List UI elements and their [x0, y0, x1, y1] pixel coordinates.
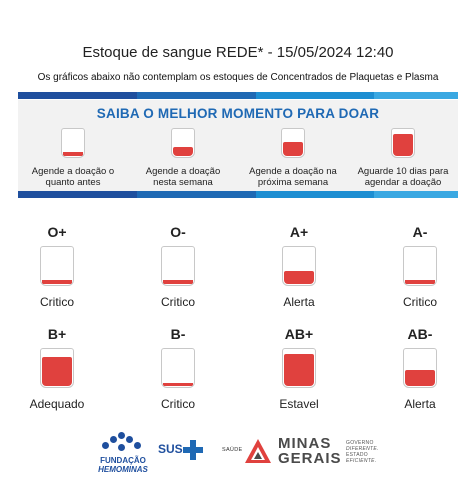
blood-bag-icon: [61, 128, 85, 158]
blood-type-a-pos: [249, 224, 349, 309]
stock-status: Adequado: [29, 397, 85, 411]
stock-status: Estavel: [279, 397, 319, 411]
blood-type-label: O-: [170, 224, 186, 240]
blood-bag-icon: [161, 348, 195, 388]
stock-status: Critico: [160, 397, 195, 411]
blood-type-b-neg: [128, 326, 228, 411]
color-bar-top: [18, 92, 458, 99]
advice-item-asap: [18, 128, 128, 188]
blood-type-ab-neg: [370, 326, 470, 411]
blood-bag-icon: [403, 246, 437, 286]
saude-label: SAÚDE: [222, 447, 243, 453]
blood-bag-icon: [391, 128, 415, 158]
stock-status: Critico: [160, 295, 195, 309]
sus-cross-icon: [183, 440, 203, 460]
stock-status: Alerta: [404, 397, 436, 411]
stock-status: Critico: [402, 295, 437, 309]
advice-item-wait: [348, 128, 458, 188]
blood-type-a-neg: [370, 224, 470, 309]
blood-type-label: AB-: [407, 326, 433, 342]
blood-bag-icon: [40, 246, 74, 286]
minas-gerais-tagline: GOVERNO DIFERENTE. ESTADO EFICIENTE.: [346, 440, 379, 464]
hemominas-name-line1: FUNDAÇÃO: [100, 456, 146, 465]
stock-status: Critico: [39, 295, 74, 309]
blood-type-label: O+: [47, 224, 67, 240]
blood-bag-icon: [282, 246, 316, 286]
minas-gerais-triangle-icon: [244, 438, 272, 464]
page-title: Estoque de sangue REDE* - 15/05/2024 12:40: [82, 44, 394, 61]
blood-type-label: B-: [170, 326, 186, 342]
blood-bag-icon: [161, 246, 195, 286]
advice-item-this-week: [128, 128, 238, 188]
sus-logo-text: SUS: [158, 442, 183, 456]
stock-note: Os gráficos abaixo não contemplam os estoques de Concentrados de Plaquetas e Plasma: [37, 72, 439, 83]
advice-label: Agende a doação nesta semana: [145, 166, 221, 188]
advice-label: Aguarde 10 dias para agendar a doação: [357, 166, 449, 188]
advice-title: SAIBA O MELHOR MOMENTO PARA DOAR: [96, 106, 380, 121]
blood-bag-icon: [281, 128, 305, 158]
blood-type-ab-pos: [249, 326, 349, 411]
hemominas-name-line2: HEMOMINAS: [98, 465, 148, 474]
hemominas-logo: [88, 432, 158, 474]
footer-logos: [0, 432, 476, 477]
blood-bag-icon: [40, 348, 74, 388]
blood-type-o-neg: [128, 224, 228, 309]
blood-type-o-pos: [7, 224, 107, 309]
blood-bag-icon: [282, 348, 316, 388]
blood-type-b-pos: [7, 326, 107, 411]
blood-type-label: A+: [289, 224, 309, 240]
stock-status: Alerta: [283, 295, 315, 309]
minas-gerais-logo-text: MINAS GERAIS: [278, 435, 342, 467]
advice-label: Agende a doação o quanto antes: [31, 166, 115, 188]
hemominas-people-icon: [88, 432, 158, 454]
donation-advice-panel: [18, 100, 458, 191]
blood-bag-icon: [171, 128, 195, 158]
blood-type-label: AB+: [284, 326, 314, 342]
blood-type-label: A-: [412, 224, 428, 240]
advice-item-next-week: [238, 128, 348, 188]
blood-bag-icon: [403, 348, 437, 388]
color-bar-bottom: [18, 191, 458, 198]
blood-type-label: B+: [47, 326, 67, 342]
advice-label: Agende a doação na próxima semana: [249, 166, 337, 188]
